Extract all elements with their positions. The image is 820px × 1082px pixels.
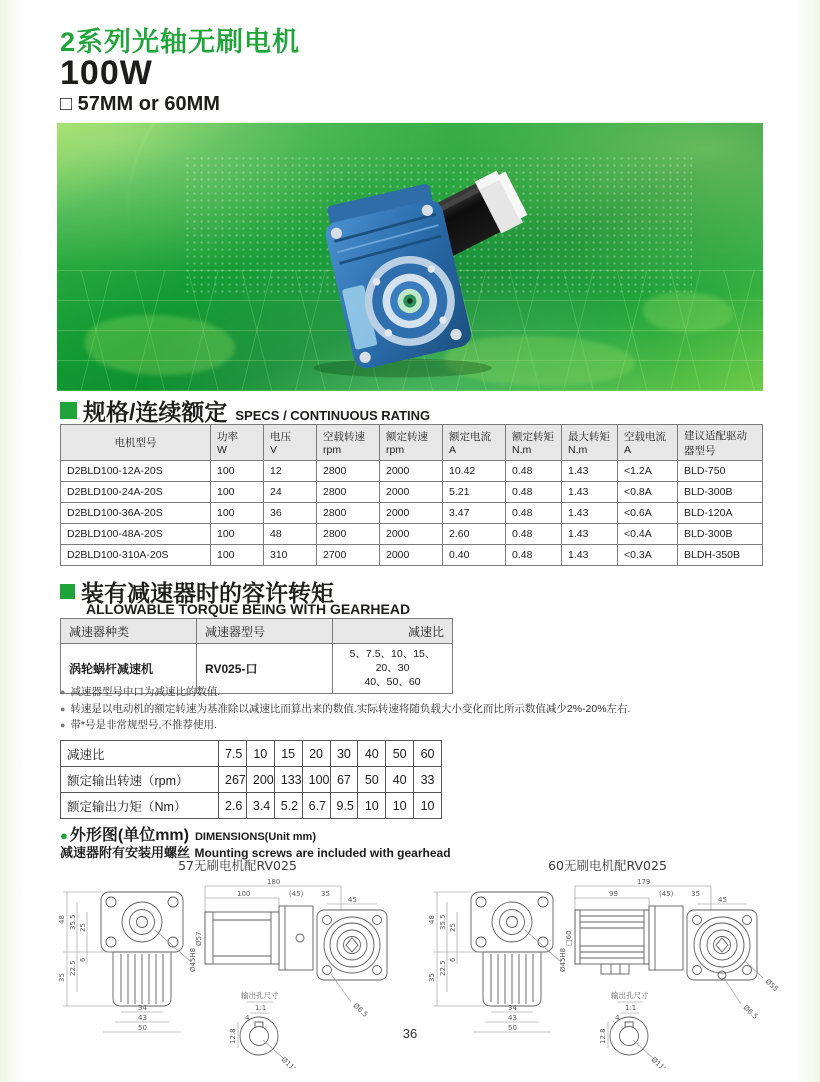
side-view [195, 878, 341, 970]
note-item: ● 转速是以电动机的额定转速为基准除以减速比而算出来的数值.实际转速将随负载大小变化而比所示数值减少2%-20%左右. [60, 702, 631, 715]
svg-text:1:1: 1:1 [255, 1004, 267, 1012]
svg-text:100: 100 [237, 890, 251, 898]
page-number: 36 [402, 1026, 418, 1041]
svg-text:输出孔尺寸: 输出孔尺寸 [611, 991, 649, 1000]
col-header: 减速比 [333, 619, 453, 644]
gearhead-ratios: 5、7.5、10、15、20、30 40、50、60 [333, 644, 453, 694]
drawing-caption: 57无刷电机配RV025 [178, 858, 297, 873]
svg-text:Ø57: Ø57 [195, 931, 203, 946]
spec-row: D2BLD100-48A-20S 100 48 2800 2000 2.60 0.48 1.43 <0.4A BLD-300B [61, 524, 763, 545]
svg-text:Ø6.5: Ø6.5 [741, 1003, 760, 1021]
svg-text:45: 45 [348, 896, 357, 904]
col-header: 建议适配驱动器型号 [678, 425, 763, 461]
svg-text:22.5: 22.5 [69, 960, 77, 976]
svg-text:(45): (45) [659, 890, 674, 898]
product-banner [57, 123, 763, 391]
svg-text:179: 179 [637, 878, 651, 886]
col-header: 最大转矩 N.m [562, 425, 618, 461]
gearhead-type: 涡轮蜗杆减速机 [61, 644, 197, 694]
svg-text:输出孔尺寸: 输出孔尺寸 [241, 991, 279, 1000]
rear-view [687, 896, 780, 1021]
svg-text:35: 35 [691, 890, 700, 898]
svg-text:45: 45 [718, 896, 727, 904]
specs-title-zh: 规格/连续额定 [83, 399, 228, 425]
drawing-caption: 60无刷电机配RV025 [548, 858, 667, 873]
svg-text:34: 34 [138, 1004, 147, 1012]
col-header: 减速器型号 [197, 619, 333, 644]
svg-text:180: 180 [267, 878, 281, 886]
svg-text:50: 50 [508, 1024, 517, 1032]
svg-text:43: 43 [508, 1014, 517, 1022]
motor-gearbox-photo [262, 145, 562, 383]
footnotes [60, 686, 770, 736]
col-header: 减速器种类 [61, 619, 197, 644]
col-header: 功率 W [211, 425, 264, 461]
ratio-row: 额定输出力矩（Nm） 2.6 3.4 5.2 6.7 9.5 10 10 10 [61, 793, 442, 819]
svg-text:12.8: 12.8 [229, 1028, 237, 1044]
torque-title-zh: 装有减速器时的容许转矩 [81, 580, 334, 606]
power-rating: 100W [60, 54, 153, 93]
bullet-icon: ● [60, 720, 66, 730]
col-header: 额定电流 A [443, 425, 506, 461]
spec-row: D2BLD100-24A-20S 100 24 2800 2000 5.21 0.48 1.43 <0.8A BLD-300B [61, 482, 763, 503]
specs-title-en: SPECS / CONTINUOUS RATING [235, 408, 431, 423]
note-item: ● 减速器型号中口为减速比的数值. [60, 686, 221, 698]
output-ratio-table [60, 740, 442, 819]
green-square-icon [60, 584, 75, 599]
svg-text:99: 99 [609, 890, 618, 898]
note-item: ● 带*号是非常规型号,不推荐使用. [60, 719, 217, 731]
series-title: 2系列光轴无刷电机 [60, 27, 301, 57]
gearhead-header-row [61, 619, 453, 644]
front-view [58, 892, 197, 1032]
side-view [565, 878, 711, 974]
col-header: 电压 V [264, 425, 317, 461]
bullet-icon: ● [60, 703, 66, 714]
col-header: 电机型号 [61, 425, 211, 461]
torque-title-en: ALLOWABLE TORQUE BEING WITH GEARHEAD [86, 601, 411, 617]
frame-size: □ 57MM or 60MM [60, 93, 220, 116]
svg-text:35: 35 [58, 973, 66, 982]
bullet-icon: ● [60, 687, 66, 697]
ratio-row: 减速比 7.5 10 15 20 30 40 50 60 [61, 741, 442, 767]
svg-text:Ø11H8: Ø11H8 [649, 1055, 673, 1068]
green-bullet-icon: ● [60, 828, 68, 843]
svg-text:25: 25 [79, 923, 87, 932]
dimensions-subheading: 减速器附有安装用螺丝 Mounting screws are included with gearhead [60, 845, 451, 860]
svg-text:Ø55: Ø55 [763, 977, 780, 994]
spec-header-row [61, 425, 763, 461]
svg-text:22.5: 22.5 [439, 960, 447, 976]
page-header [60, 28, 300, 116]
svg-text:6: 6 [79, 957, 87, 962]
dimensions-heading: ● 外形图(单位mm) DIMENSIONS(Unit mm) [60, 827, 316, 844]
green-square-icon [60, 402, 77, 419]
svg-text:50: 50 [138, 1024, 147, 1032]
svg-text:48: 48 [428, 915, 436, 924]
svg-text:6: 6 [449, 957, 457, 962]
spec-row: D2BLD100-12A-20S 100 12 2800 2000 10.42 0.48 1.43 <1.2A BLD-750 [61, 461, 763, 482]
svg-text:Ø6.5: Ø6.5 [351, 1001, 370, 1019]
map-silhouette [643, 292, 733, 332]
specs-section-title [60, 394, 430, 427]
front-view [428, 892, 567, 1032]
col-header: 额定转速 rpm [380, 425, 443, 461]
svg-text:Ø45H8: Ø45H8 [189, 947, 197, 972]
svg-text:4: 4 [245, 1014, 250, 1022]
svg-text:(45): (45) [289, 890, 304, 898]
col-header: 空载电流 A [618, 425, 678, 461]
svg-text:35: 35 [321, 890, 330, 898]
svg-text:48: 48 [58, 915, 66, 924]
gearhead-model: RV025-口 [197, 644, 333, 694]
col-header: 空载转速 rpm [317, 425, 380, 461]
gearhead-table [60, 618, 453, 694]
ratio-row: 额定输出转速（rpm） 267 200 133 100 67 50 40 33 [61, 767, 442, 793]
svg-text:1:1: 1:1 [625, 1004, 637, 1012]
svg-text:□60: □60 [565, 930, 573, 946]
svg-text:35.5: 35.5 [439, 914, 447, 930]
svg-text:43: 43 [138, 1014, 147, 1022]
svg-text:Ø45H8: Ø45H8 [559, 947, 567, 972]
svg-text:35: 35 [428, 973, 436, 982]
spec-row: D2BLD100-36A-20S 100 36 2800 2000 3.47 0.48 1.43 <0.6A BLD-120A [61, 503, 763, 524]
rear-view [317, 896, 387, 1019]
svg-text:25: 25 [449, 923, 457, 932]
spec-row: D2BLD100-310A-20S 100 310 2700 2000 0.40 0.48 1.43 <0.3A BLDH-350B [61, 545, 763, 566]
spec-table [60, 424, 763, 566]
svg-text:4: 4 [615, 1014, 620, 1022]
svg-text:34: 34 [508, 1004, 517, 1012]
svg-text:35.5: 35.5 [69, 914, 77, 930]
col-header: 额定转矩 N.m [506, 425, 562, 461]
svg-text:12.8: 12.8 [599, 1028, 607, 1044]
svg-text:Ø11H8: Ø11H8 [279, 1055, 303, 1068]
